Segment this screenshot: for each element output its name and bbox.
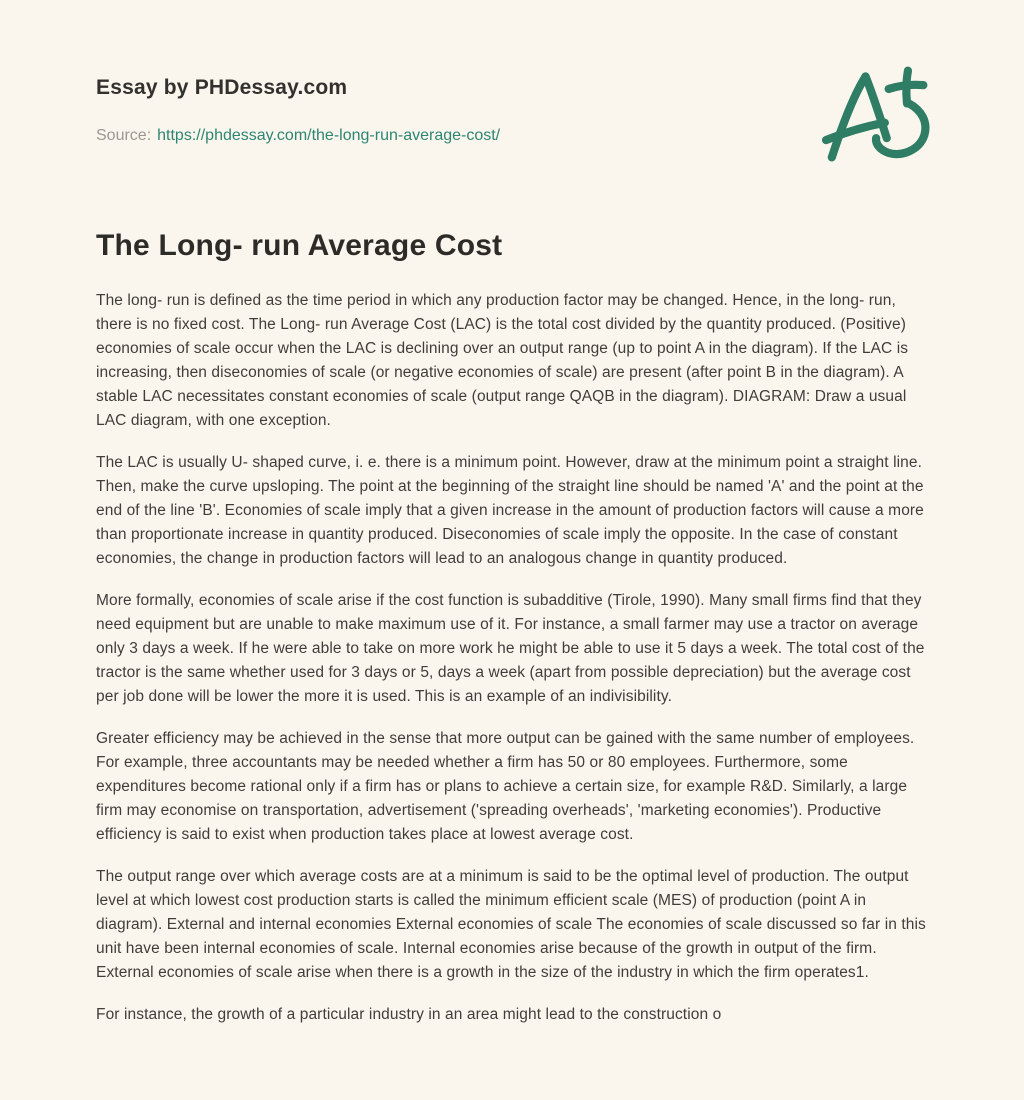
essay-paragraph: More formally, economies of scale arise if the cost function is subadditive (Tirole, 1990). Many small firms find that they need equipment but are unable to make maximum use of it. For instance, a small farmer may use a tractor on average only 3 days a week. If he were able to take on more work he might be able to use it 5 days a week. The total cost of the tractor is the same whether used for 3 days or 5, days a week (apart from possible depreciation) but the average cost per job done will be lower the more it is used. This is an example of an indivisibility. [96,592,925,705]
source-label: Source: [96,127,152,144]
essay-paragraph: For instance, the growth of a particular industry in an area might lead to the construction o [96,1006,722,1023]
source-link[interactable]: https://phdessay.com/the-long-run-average-cost/ [157,127,501,144]
essay-paragraph: Greater efficiency may be achieved in the sense that more output can be gained with the same number of employees. For example, three accountants may be needed whether a firm has 50 or 80 employees. Furthermore, some expenditures become rational only if a firm has or plans to achieve a certain size, for example R&D. Similarly, a large firm may economise on transportation, advertisement ('spreading overheads', 'marketing economies'). Productive efficiency is said to exist when production takes place at lowest average cost. [96,730,915,843]
essay-paragraph: The long- run is defined as the time period in which any production factor may be changed. Hence, in the long- run, there is no fixed cost. The Long- run Average Cost (LAC) is the total cost divided by the quantity produced. (Positive) economies of scale occur when the LAC is declining over an output range (up to point A in the diagram). If the LAC is increasing, then diseconomies of scale (or negative economies of scale) are present (after point B in the diagram). A stable LAC necessitates constant economies of scale (output range QAQB in the diagram). DIAGRAM: Draw a usual LAC diagram, with one exception. [96,292,909,429]
phdessay-logo [822,62,938,168]
source-line [96,127,928,145]
essay-paragraph: The output range over which average costs are at a minimum is said to be the optimal level of production. The output level at which lowest cost production starts is called the minimum efficient scale (MES) of production (point A in diagram). External and internal economies External economies of scale The economies of scale discussed so far in this unit have been internal economies of scale. Internal economies arise because of the growth in output of the firm. External economies of scale arise when there is a growth in the size of the industry in which the firm operates1. [96,868,926,981]
a-plus-icon [822,62,938,168]
page-title: The Long- run Average Cost [96,229,503,262]
essay-body [96,289,928,1027]
essay-byline: Essay by PHDessay.com [96,76,348,99]
essay-paragraph: The LAC is usually U- shaped curve, i. e. there is a minimum point. However, draw at the minimum point a straight line. Then, make the curve upsloping. The point at the beginning of the straight line should be named 'A' and the point at the end of the line 'B'. Economies of scale imply that a given increase in the amount of production factors will cause a more than proportionate increase in quantity produced. Diseconomies of scale imply the opposite. In the case of constant economies, the change in production factors will lead to an analogous change in quantity produced. [96,454,924,567]
